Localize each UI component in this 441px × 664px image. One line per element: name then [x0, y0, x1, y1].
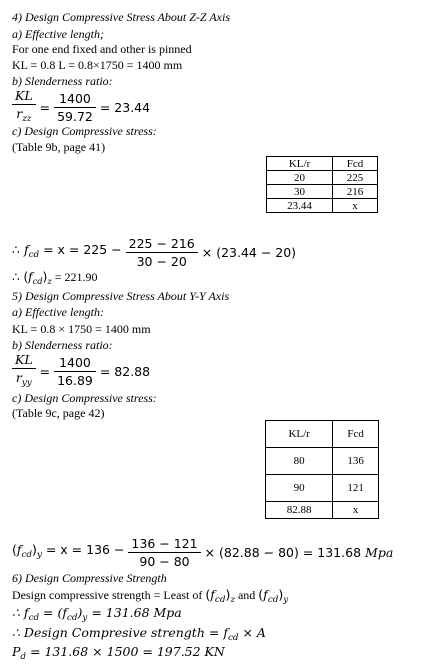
s4-slenderness-equation: $\frac{KL}{r_{zz}}$ = $\frac{1400}{59.72}$ = 23.44	[12, 88, 150, 127]
s6-and-text: and	[237, 588, 256, 602]
s4-result-prefix: ∴ (	[12, 270, 29, 284]
s4-fcd-symbol: f	[23, 242, 29, 257]
s5-table-reference: (Table 9c, page 42)	[12, 406, 105, 420]
s4-table-header: Fcd	[333, 157, 378, 171]
s4-interp-tail: × (23.44 − 20)	[201, 245, 297, 260]
s5-effective-length-label: a) Effective length:	[12, 305, 104, 319]
s5-table-cell: 90	[266, 475, 333, 502]
s4-interpolation-table	[266, 156, 378, 213]
s4-table-cell: 30	[267, 185, 333, 199]
s5-interpolation-equation: $(f_{cd})_y = x = 136$ − $\frac{136 - 121}{90 - 80}$ × (82.88 − 80) = 131.68 Mpa	[12, 536, 394, 569]
s4-result-fcd-subscript: cd	[32, 276, 43, 286]
s5-lhs-numerator: KL	[12, 352, 36, 369]
s5-interp-lead: = x = 136 −	[41, 542, 125, 557]
s6-least-of-text: Design compressive strength = Least of	[12, 588, 203, 602]
s4-lhs-numerator: KL	[12, 88, 36, 105]
s4-slenderness-label: b) Slenderness ratio:	[12, 74, 113, 88]
s6-strength-subscript: cd	[227, 633, 239, 643]
s5-table-cell: 121	[333, 475, 379, 502]
s5-fcd-symbol: f	[16, 542, 22, 557]
s5-slender-denominator: 16.89	[57, 373, 93, 388]
s5-axis-subscript: y	[36, 550, 42, 560]
s5-lhs-denominator: r	[15, 370, 22, 385]
s6-y-subscript: y	[283, 595, 289, 605]
s5-interp-tail: × (82.88 − 80) = 131.68	[204, 545, 362, 560]
s5-interpolation-table	[265, 420, 379, 519]
s6-fcd-subscript: cd	[214, 595, 226, 605]
s4-therefore-symbol: ∴	[12, 242, 24, 257]
s4-table-header: KL/r	[267, 157, 333, 171]
s4-effective-length-label: a) Effective length;	[12, 27, 104, 41]
section-4-heading: 4) Design Compressive Stress About Z-Z Axis	[12, 10, 230, 24]
s6-strength-formula-text: ∴ Design Compresive strength =	[12, 625, 224, 640]
s4-slender-denominator: 59.72	[57, 109, 93, 124]
s4-result-axis-subscript: z	[47, 276, 52, 286]
s6-line2-value: = 131.68 Mpa	[87, 605, 182, 620]
s6-fcd-symbol: f	[263, 587, 268, 602]
s5-interp-denominator: 90 − 80	[139, 554, 190, 569]
s4-kl-equation: KL = 0.8 L = 0.8×1750 = 1400 mm	[12, 58, 183, 72]
s5-table-header: Fcd	[333, 421, 379, 448]
s4-interp-numerator: 225 − 216	[126, 236, 198, 253]
s6-strength-formula-tail: × A	[238, 625, 266, 640]
s6-line2-fcd-subscript: cd	[67, 613, 78, 623]
s5-table-cell: 80	[266, 448, 333, 475]
s6-strength-formula: ∴ Design Compresive strength = $f_{cd} \times A$	[12, 625, 266, 643]
s4-slender-result: = 23.44	[99, 100, 151, 115]
s6-z-subscript: z	[230, 595, 235, 605]
s4-result: ∴ $(f_{cd})_z = 221.90$	[12, 270, 98, 286]
s5-table-cell: 82.88	[266, 502, 333, 519]
s5-interp-unit: Mpa	[365, 545, 394, 560]
s6-final-value: = 131.68 × 1500 = 197.52 KN	[26, 644, 225, 659]
s6-least-of-line: Design compressive strength = Least of $(f_{cd})_z$ and $(f_{cd})_y$	[12, 587, 289, 605]
s6-fcd-subscript: cd	[267, 595, 279, 605]
s4-slender-numerator: 1400	[54, 91, 96, 108]
s5-table-cell: x	[333, 502, 379, 519]
s4-result-fcd: f	[28, 270, 33, 284]
s5-kl-equation: KL = 0.8 × 1750 = 1400 mm	[12, 322, 151, 336]
s4-table-cell: 23.44	[267, 199, 333, 213]
s5-slender-numerator: 1400	[54, 355, 96, 372]
s4-interpolation-equation	[12, 236, 296, 269]
s4-fcd-subscript: cd	[28, 250, 40, 260]
s5-interp-numerator: 136 − 121	[128, 536, 200, 553]
s4-interp-denominator: 30 − 20	[136, 254, 187, 269]
s4-lhs-den-subscript: zz	[22, 114, 32, 124]
section-6-heading: 6) Design Compressive Strength	[12, 571, 167, 585]
s4-table-cell: x	[333, 199, 378, 213]
s4-table-reference: (Table 9b, page 41)	[12, 140, 106, 154]
s4-table-cell: 216	[333, 185, 378, 199]
s5-lhs-den-subscript: yy	[21, 378, 32, 388]
s4-table-cell: 225	[333, 171, 378, 185]
s5-table-header: KL/r	[266, 421, 333, 448]
s4-table-cell: 20	[267, 171, 333, 185]
s6-final-strength: $P_d = 131.68 \times 1500 = 197.52$ KN	[12, 644, 225, 662]
s5-fcd-subscript: cd	[21, 550, 33, 560]
s5-slenderness-equation: $\frac{KL}{r_{yy}}$ = $\frac{1400}{16.89}$ = 82.88	[12, 352, 150, 391]
s6-line2-subscript: cd	[28, 613, 40, 623]
s5-slender-result: = 82.88	[99, 364, 151, 379]
s6-line2-lead: ∴ f	[12, 605, 29, 620]
s4-design-stress-label: c) Design Compressive stress:	[12, 124, 157, 138]
s6-fcd-symbol: f	[210, 587, 215, 602]
s5-slenderness-label: b) Slenderness ratio:	[12, 338, 113, 352]
s6-line2-y-subscript: y	[82, 613, 88, 623]
s4-lhs-denominator: r	[16, 106, 23, 121]
s4-interp-lead: = x = 225 −	[39, 242, 122, 257]
s5-design-stress-label: c) Design Compressive stress:	[12, 391, 157, 405]
s4-result-value: = 221.90	[51, 270, 98, 284]
s5-table-cell: 136	[333, 448, 379, 475]
s4-end-condition: For one end fixed and other is pinned	[12, 42, 192, 56]
s6-fcd-equals-line: ∴ $f_{cd} = (f_{cd})_y = 131.68$ Mpa	[12, 605, 182, 623]
section-5-heading: 5) Design Compressive Stress About Y-Y Axis	[12, 289, 230, 303]
